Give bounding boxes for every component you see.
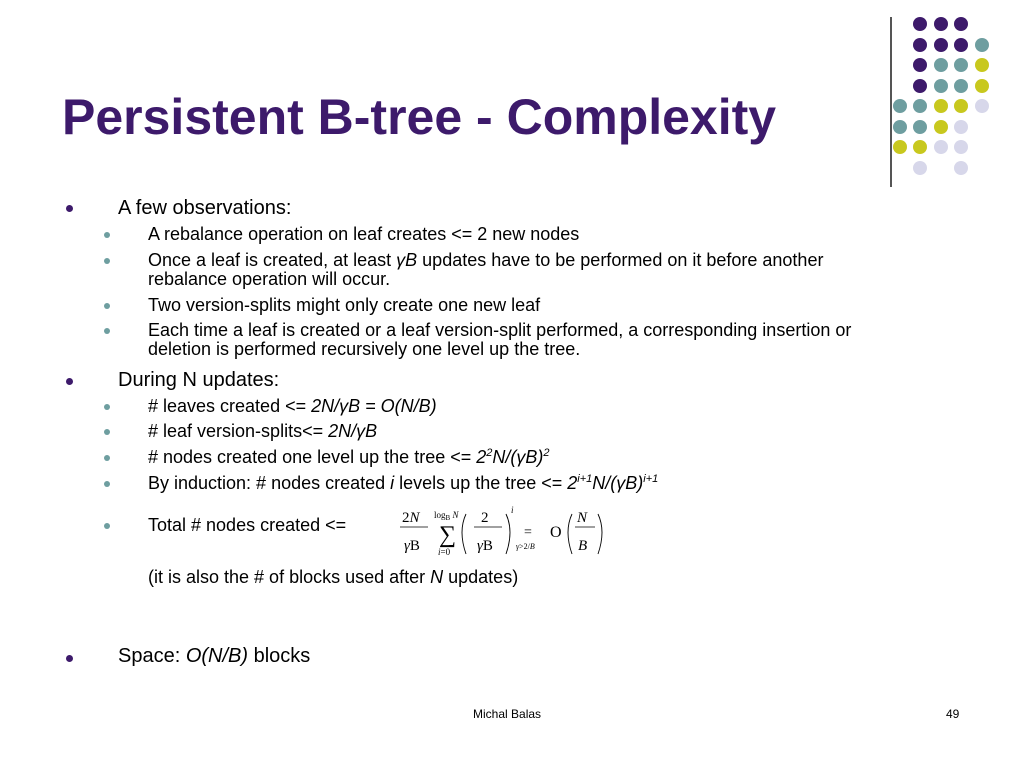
update-item-text: # leaves created <= [148, 396, 312, 416]
bullet-marker [104, 429, 110, 435]
decorative-dot [934, 140, 948, 154]
decorative-dot [954, 161, 968, 175]
decorative-dot [954, 17, 968, 31]
bullet-marker [104, 232, 110, 238]
update-item [148, 448, 550, 467]
decorative-dot [975, 99, 989, 113]
decorative-dot [975, 79, 989, 93]
update-item-expression: $2^2N/(\gamma B)^2$ [476, 447, 550, 467]
svg-text:i: i [511, 505, 514, 515]
svg-text:∑: ∑ [439, 522, 457, 548]
decorative-dot [913, 161, 927, 175]
decorative-dot [893, 140, 907, 154]
gamma-b-expression: γB [396, 250, 418, 270]
bullet-marker [66, 378, 73, 385]
space-item [118, 645, 310, 668]
decorative-dot [913, 38, 927, 52]
decorative-dot [934, 79, 948, 93]
svg-text:O: O [550, 524, 562, 541]
updates-heading: During N updates: [118, 369, 280, 391]
observation-item-text: updates have to be performed on it before another rebalance operation will occur. [148, 250, 824, 289]
bullet-marker [104, 258, 110, 264]
svg-text:B: B [578, 538, 588, 554]
svg-text:2: 2 [481, 510, 489, 526]
decorative-dot [913, 99, 927, 113]
svg-text:γB: γB [477, 538, 493, 554]
update-item [148, 397, 437, 416]
decorative-dot [893, 120, 907, 134]
decorative-dot [954, 140, 968, 154]
decorative-dot [954, 79, 968, 93]
bullet-marker [104, 404, 110, 410]
space-label: Space: [118, 645, 186, 667]
decorative-dot [913, 120, 927, 134]
decorative-dot [934, 99, 948, 113]
svg-text:N: N [577, 510, 588, 526]
observation-item-text: Once a leaf is created, at least [148, 250, 397, 270]
svg-text:γB: γB [404, 538, 420, 554]
bullet-marker [104, 455, 110, 461]
update-item-text: # nodes created one level up the tree <= [148, 447, 477, 467]
decorative-dot [934, 58, 948, 72]
decorative-dot [934, 120, 948, 134]
formula-note [148, 568, 518, 587]
observation-item: A rebalance operation on leaf creates <= 2 new nodes [148, 224, 580, 244]
update-item [148, 422, 377, 441]
update-item [148, 474, 658, 493]
space-suffix: blocks [248, 645, 311, 667]
svg-text:logB N: $\log_B N$ [434, 510, 459, 522]
footer-author: Michal Balas [473, 707, 542, 721]
observation-item: Each time a leaf is created or a leaf version-split performed, a corresponding insertion or deletion is performed recursively one level up the tree. [148, 320, 852, 359]
bullet-marker [104, 328, 110, 334]
decorative-dot [893, 99, 907, 113]
bullet-marker [104, 523, 110, 529]
observations-heading: A few observations: [118, 197, 292, 219]
decorative-divider [890, 17, 892, 187]
space-expression: O(N/B) [185, 645, 249, 667]
decorative-dot [913, 79, 927, 93]
decorative-dot [913, 17, 927, 31]
decorative-dot [954, 120, 968, 134]
observation-item: Two version-splits might only create one new leaf [148, 295, 541, 315]
update-item-expression: $2^{i+1}N/(\gamma B)^{i+1}$ [567, 473, 659, 493]
decorative-dot [975, 58, 989, 72]
decorative-dot [913, 58, 927, 72]
update-item-text: By induction: # nodes created [148, 473, 391, 493]
slide-number: 49 [946, 707, 960, 721]
update-item-text: levels up the tree <= [394, 473, 568, 493]
bullet-marker [66, 205, 73, 212]
total-nodes-formula [398, 504, 608, 558]
variable-n: N [430, 567, 444, 587]
bullet-marker [66, 655, 73, 662]
variable-i: i [390, 473, 395, 493]
decorative-dot [954, 99, 968, 113]
decorative-dot [975, 38, 989, 52]
svg-text:i=0: i=0 [438, 547, 451, 557]
svg-text:=: = [524, 525, 532, 540]
update-item-text: # leaf version-splits<= [148, 421, 329, 441]
decorative-dot [934, 17, 948, 31]
bullet-marker [104, 481, 110, 487]
decorative-dot [954, 38, 968, 52]
bullet-marker [104, 303, 110, 309]
svg-text:2N: 2N [402, 510, 420, 526]
slide-title: Persistent B-tree - Complexity [62, 89, 777, 145]
svg-text:γ>2/B: γ>2/B [516, 542, 535, 551]
decorative-dot [954, 58, 968, 72]
observation-item [148, 251, 888, 289]
formula-note-text: updates) [443, 567, 519, 587]
decorative-dot [934, 38, 948, 52]
decorative-dot [913, 140, 927, 154]
update-item-expression: 2N/γB [328, 421, 378, 441]
update-item-expression: 2N/γB = O(N/B) [311, 396, 437, 416]
formula-note-text: (it is also the # of blocks used after [148, 567, 431, 587]
update-item: Total # nodes created <= [148, 515, 347, 535]
